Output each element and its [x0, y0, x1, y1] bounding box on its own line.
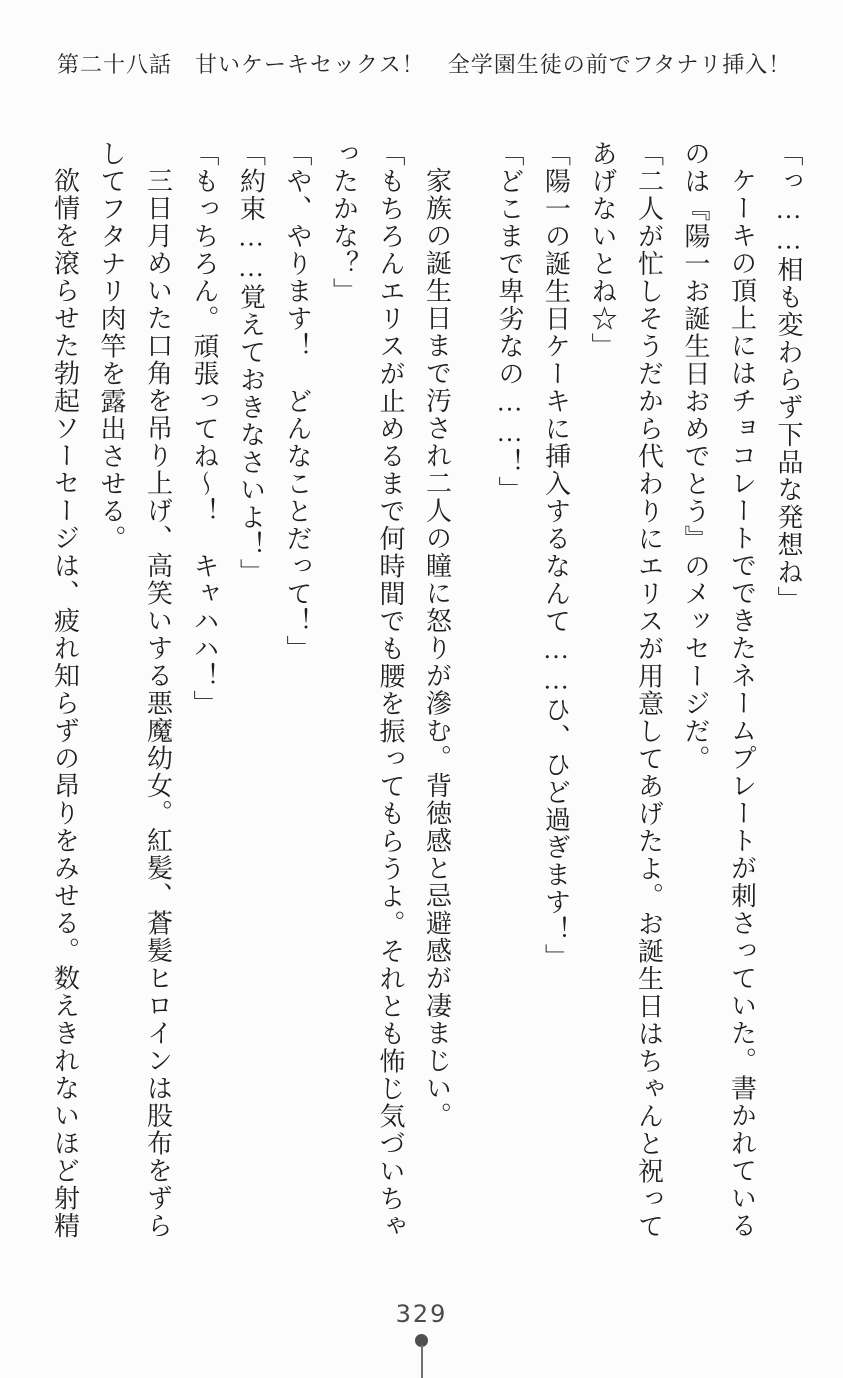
text-line: 「陽一の誕生日ケーキに挿入するなんて……ひ、ひど過ぎます！」: [541, 140, 571, 971]
text-line: 「二人が忙しそうだから代わりにエリスが用意してあげたよ。お誕生日はちゃんと祝って: [634, 140, 664, 1240]
text-line: 「っ……相も変わらず下品な発想ね」: [774, 140, 803, 614]
chapter-header: 第二十八話 甘いケーキセックス！ 全学園生徒の前でフタナリ挿入！: [57, 52, 792, 77]
body-text-block: [41, 140, 811, 1240]
text-line: ケーキの頂上にはチョコレートでできたネームプレートが刺さっていた。書かれている: [727, 167, 757, 1240]
text-line: 欲情を滾らせた勃起ソーセージは、疲れ知らずの昂りをみせる。数えきれないほど射精: [50, 167, 80, 1240]
text-line: 「や、やります！ どんなことだって！」: [283, 140, 312, 663]
text-line: 「もっちろん。頑張ってね〜！ キャハハ！」: [190, 140, 219, 718]
text-line: 「約束……覚えておきなさいよ！」: [236, 140, 266, 586]
text-line: 「もちろんエリスが止めるまで何時間でも腰を振ってもらうよ。それとも怖じ気づいちゃ: [376, 140, 405, 1240]
text-line: あげないとね☆」: [588, 140, 617, 360]
footer-ornament-stem: [421, 1345, 423, 1378]
text-line: してフタナリ肉竿を露出させる。: [97, 140, 126, 553]
text-line: 三日月めいた口角を吊り上げ、高笑いする悪魔幼女。紅髪、蒼髪ヒロインは股布をずら: [143, 167, 173, 1240]
text-line: 家族の誕生日まで汚され二人の瞳に怒りが滲む。背徳感と忌避感が凄まじい。: [422, 167, 452, 1130]
text-line: 「どこまで卑劣なの……！」: [495, 140, 524, 504]
text-line: のは『陽一お誕生日おめでとう』のメッセージだ。: [681, 140, 710, 773]
text-line: ったかな？」: [329, 140, 359, 305]
page-number: 329: [395, 1300, 448, 1328]
